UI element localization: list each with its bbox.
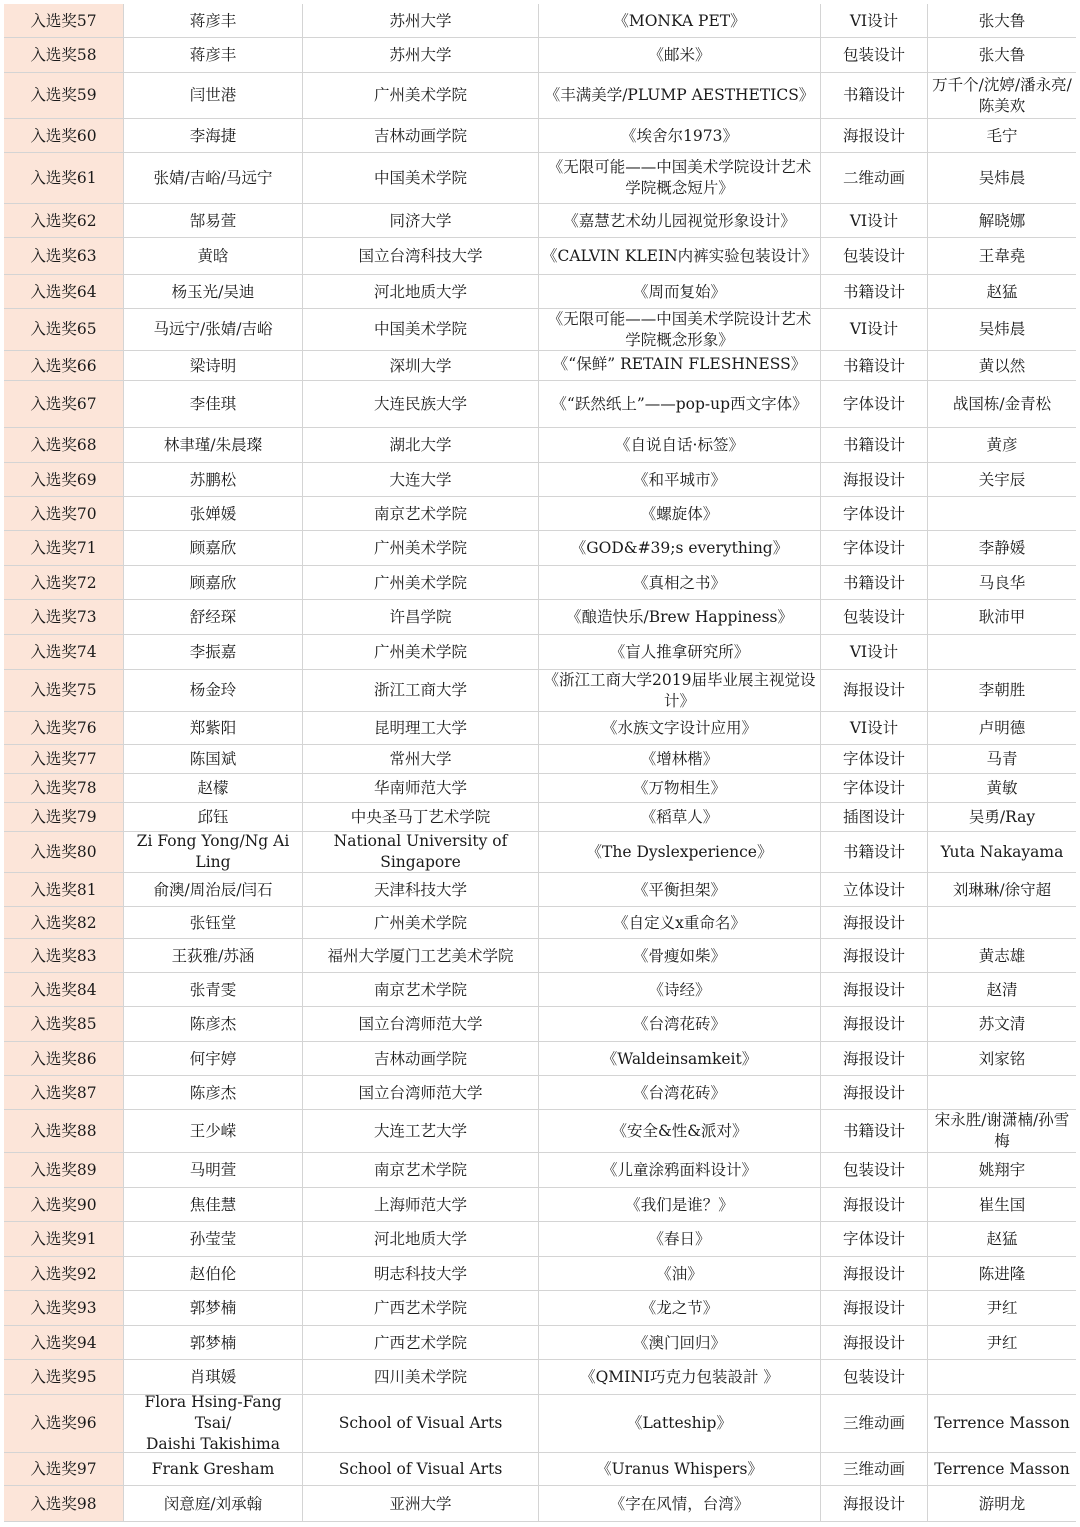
work-title-cell: 《周而复始》 xyxy=(539,275,821,308)
award-level-cell: 入选奖91 xyxy=(4,1222,124,1256)
author-cell: 赵檬 xyxy=(124,774,303,802)
work-title-cell: 《Latteship》 xyxy=(539,1395,821,1452)
award-level-cell: 入选奖79 xyxy=(4,803,124,831)
school-cell: 广西艺术学院 xyxy=(303,1326,539,1359)
work-title-cell: 《“保鲜” RETAIN FLESHNESS》 xyxy=(539,351,821,380)
author-cell: 李振嘉 xyxy=(124,635,303,669)
author-cell: 杨金玲 xyxy=(124,670,303,711)
table-row xyxy=(4,1042,1076,1076)
table-row xyxy=(4,497,1076,531)
school-cell: 许昌学院 xyxy=(303,600,539,634)
instructor-cell xyxy=(928,635,1076,669)
instructor-cell: 黄彦 xyxy=(986,436,1018,454)
work-title-cell: 《螺旋体》 xyxy=(539,497,821,530)
author-cell: 蒋彦丰 xyxy=(124,38,303,72)
school-cell: 明志科技大学 xyxy=(303,1257,539,1290)
work-title-cell: 《GOD&#39;s everything》 xyxy=(539,531,821,565)
work-title-cell: 《儿童涂鸦面料设计》 xyxy=(539,1153,821,1187)
award-level-cell: 入选奖98 xyxy=(4,1486,124,1521)
table-row xyxy=(4,1153,1076,1188)
category-cell: 包装设计 xyxy=(821,1360,928,1394)
category-cell: VI设计 xyxy=(821,204,928,237)
school-cell: 南京艺术学院 xyxy=(303,497,539,530)
table-row xyxy=(4,973,1076,1007)
award-level-cell: 入选奖87 xyxy=(4,1076,124,1109)
author-cell: 张钰堂 xyxy=(124,907,303,938)
author-cell: 俞澳/周治辰/闫石 xyxy=(124,873,303,906)
category-cell: 书籍设计 xyxy=(821,351,928,380)
category-cell: 字体设计 xyxy=(821,774,928,802)
table-row xyxy=(4,275,1076,309)
award-level-cell: 入选奖78 xyxy=(4,774,124,802)
award-level-cell: 入选奖84 xyxy=(4,973,124,1006)
award-level-cell: 入选奖81 xyxy=(4,873,124,906)
work-title-cell: 《无限可能——中国美术学院设计艺术学院概念短片》 xyxy=(539,153,821,203)
instructor-cell: 吴炜晨 xyxy=(978,320,1026,338)
category-cell: 海报设计 xyxy=(821,1076,928,1109)
instructor-cell: 耿沛甲 xyxy=(978,608,1026,626)
table-row xyxy=(4,1188,1076,1222)
category-cell: 插图设计 xyxy=(821,803,928,831)
author-cell: 黄晗 xyxy=(124,238,303,274)
school-cell: 中央圣马丁艺术学院 xyxy=(303,803,539,831)
instructor-cell: 吴勇/Ray xyxy=(968,808,1036,826)
category-cell: 海报设计 xyxy=(821,1326,928,1359)
school-cell: 南京艺术学院 xyxy=(303,973,539,1006)
school-cell: 国立台湾师范大学 xyxy=(303,1076,539,1109)
instructor-cell: 崔生国 xyxy=(978,1195,1026,1214)
table-row xyxy=(4,428,1076,463)
author-cell: 李海捷 xyxy=(124,119,303,152)
work-title-cell: 《埃舍尔1973》 xyxy=(539,119,821,152)
school-cell: 吉林动画学院 xyxy=(303,1042,539,1075)
award-level-cell: 入选奖88 xyxy=(4,1110,124,1152)
instructor-cell: 赵清 xyxy=(986,980,1018,999)
category-cell: 海报设计 xyxy=(821,1291,928,1325)
author-cell: 焦佳慧 xyxy=(124,1188,303,1221)
work-title-cell: 《万物相生》 xyxy=(539,774,821,802)
category-cell: 海报设计 xyxy=(821,1007,928,1041)
author-cell: 舒经琛 xyxy=(124,600,303,634)
award-level-cell: 入选奖75 xyxy=(4,670,124,711)
table-row xyxy=(4,1007,1076,1042)
instructor-cell: 赵猛 xyxy=(986,1230,1018,1248)
school-cell: School of Visual Arts xyxy=(303,1453,539,1485)
instructor-cell: 刘琳琳/徐守超 xyxy=(952,880,1052,899)
school-cell: 国立台湾师范大学 xyxy=(303,1007,539,1041)
table-row xyxy=(4,745,1076,774)
table-row xyxy=(4,4,1076,38)
instructor-cell: 游明龙 xyxy=(978,1494,1026,1513)
instructor-cell xyxy=(928,1360,1076,1394)
author-cell: 陈彦杰 xyxy=(124,1076,303,1109)
work-title-cell: 《和平城市》 xyxy=(539,463,821,496)
work-title-cell: 《“跃然纸上”——pop-up西文字体》 xyxy=(539,381,821,427)
category-cell: 三维动画 xyxy=(821,1395,928,1452)
category-cell: 字体设计 xyxy=(821,531,928,565)
instructor-cell: 黄以然 xyxy=(978,356,1026,375)
work-title-cell: 《Uranus Whispers》 xyxy=(539,1453,821,1485)
school-cell: 大连工艺大学 xyxy=(303,1110,539,1152)
author-cell: 顾嘉欣 xyxy=(124,531,303,565)
instructor-cell: 刘家铭 xyxy=(978,1049,1026,1068)
table-row xyxy=(4,1222,1076,1257)
work-title-cell: 《MONKA PET》 xyxy=(539,4,821,37)
table-row xyxy=(4,774,1076,803)
work-title-cell: 《The Dyslexperience》 xyxy=(539,832,821,872)
school-cell: 广西艺术学院 xyxy=(303,1291,539,1325)
table-row xyxy=(4,1110,1076,1153)
table-row xyxy=(4,670,1076,712)
table-row xyxy=(4,907,1076,939)
author-cell: 林聿瑾/朱晨璨 xyxy=(124,428,303,462)
work-title-cell: 《增林楷》 xyxy=(539,745,821,773)
instructor-cell: 毛宁 xyxy=(986,126,1018,145)
category-cell: 字体设计 xyxy=(821,497,928,530)
category-cell: 二维动画 xyxy=(821,153,928,203)
instructor-cell: 张大鲁 xyxy=(978,11,1026,30)
award-level-cell: 入选奖80 xyxy=(4,832,124,872)
work-title-cell: 《CALVIN KLEIN内裤实验包装设计》 xyxy=(539,238,821,274)
award-level-cell: 入选奖71 xyxy=(4,531,124,565)
school-cell: 湖北大学 xyxy=(303,428,539,462)
work-title-cell: 《字在风情，台湾》 xyxy=(539,1486,821,1521)
award-level-cell: 入选奖58 xyxy=(4,38,124,72)
work-title-cell: 《油》 xyxy=(539,1257,821,1290)
school-cell: 深圳大学 xyxy=(303,351,539,380)
category-cell: 书籍设计 xyxy=(821,566,928,599)
school-cell: 广州美术学院 xyxy=(303,635,539,669)
instructor-cell: 卢明德 xyxy=(978,719,1026,737)
table-row xyxy=(4,803,1076,832)
author-cell: 闫世港 xyxy=(124,73,303,118)
category-cell: 字体设计 xyxy=(821,745,928,773)
author-cell: Zi Fong Yong/Ng Ai Ling xyxy=(124,832,303,872)
author-cell: 蒋彦丰 xyxy=(124,4,303,37)
instructor-cell: 李静媛 xyxy=(978,539,1026,557)
award-level-cell: 入选奖57 xyxy=(4,4,124,37)
award-level-cell: 入选奖70 xyxy=(4,497,124,530)
instructor-cell: Terrence Masson xyxy=(934,1414,1070,1432)
school-cell: 大连大学 xyxy=(303,463,539,496)
work-title-cell: 《浙江工商大学2019届毕业展主视觉设计》 xyxy=(539,670,821,711)
award-level-cell: 入选奖65 xyxy=(4,309,124,350)
category-cell: VI设计 xyxy=(821,635,928,669)
table-row xyxy=(4,1360,1076,1395)
award-level-cell: 入选奖76 xyxy=(4,712,124,744)
category-cell: 包装设计 xyxy=(821,238,928,274)
category-cell: VI设计 xyxy=(821,712,928,744)
author-cell: 郭梦楠 xyxy=(124,1291,303,1325)
award-level-cell: 入选奖66 xyxy=(4,351,124,380)
award-level-cell: 入选奖77 xyxy=(4,745,124,773)
school-cell: 吉林动画学院 xyxy=(303,119,539,152)
table-row xyxy=(4,73,1076,119)
category-cell: 海报设计 xyxy=(821,1257,928,1290)
author-cell: 郑紫阳 xyxy=(124,712,303,744)
category-cell: 书籍设计 xyxy=(821,1110,928,1152)
work-title-cell: 《台湾花砖》 xyxy=(539,1076,821,1109)
award-level-cell: 入选奖72 xyxy=(4,566,124,599)
work-title-cell: 《澳门回归》 xyxy=(539,1326,821,1359)
category-cell: 三维动画 xyxy=(821,1453,928,1485)
instructor-cell: 赵猛 xyxy=(986,282,1018,301)
school-cell: 南京艺术学院 xyxy=(303,1153,539,1187)
author-cell: 王荻雅/苏涵 xyxy=(124,939,303,972)
author-cell: 肖琪媛 xyxy=(124,1360,303,1394)
instructor-cell: 张大鲁 xyxy=(978,46,1026,64)
award-level-cell: 入选奖67 xyxy=(4,381,124,427)
category-cell: 海报设计 xyxy=(821,1486,928,1521)
category-cell: 字体设计 xyxy=(821,1222,928,1256)
table-row xyxy=(4,1257,1076,1291)
instructor-cell: 姚翔宇 xyxy=(978,1161,1026,1179)
instructor-cell: 黄志雄 xyxy=(978,946,1026,965)
school-cell: 浙江工商大学 xyxy=(303,670,539,711)
school-cell: 中国美术学院 xyxy=(303,153,539,203)
instructor-cell xyxy=(928,907,1076,938)
work-title-cell: 《真相之书》 xyxy=(539,566,821,599)
work-title-cell: 《Waldeinsamkeit》 xyxy=(539,1042,821,1075)
work-title-cell: 《稻草人》 xyxy=(539,803,821,831)
award-table xyxy=(4,4,1076,1522)
instructor-cell: Yuta Nakayama xyxy=(940,842,1064,861)
school-cell: 河北地质大学 xyxy=(303,1222,539,1256)
school-cell: 上海师范大学 xyxy=(303,1188,539,1221)
category-cell: 海报设计 xyxy=(821,670,928,711)
table-row xyxy=(4,712,1076,745)
author-cell: 梁诗明 xyxy=(124,351,303,380)
instructor-cell: 万千个/沈婷/潘永亮/陈美欢 xyxy=(932,75,1072,115)
work-title-cell: 《台湾花砖》 xyxy=(539,1007,821,1041)
category-cell: 书籍设计 xyxy=(821,428,928,462)
author-cell: 郭梦楠 xyxy=(124,1326,303,1359)
award-level-cell: 入选奖89 xyxy=(4,1153,124,1187)
school-cell: 四川美术学院 xyxy=(303,1360,539,1394)
author-cell: 马明萱 xyxy=(124,1153,303,1187)
work-title-cell: 《平衡担架》 xyxy=(539,873,821,906)
school-cell: 大连民族大学 xyxy=(303,381,539,427)
work-title-cell: 《酿造快乐/Brew Happiness》 xyxy=(539,600,821,634)
author-cell: 陈彦杰 xyxy=(124,1007,303,1041)
award-level-cell: 入选奖68 xyxy=(4,428,124,462)
author-cell: 顾嘉欣 xyxy=(124,566,303,599)
work-title-cell: 《我们是谁？》 xyxy=(539,1188,821,1221)
school-cell: 天津科技大学 xyxy=(303,873,539,906)
author-cell: 张婧/吉峪/马远宁 xyxy=(124,153,303,203)
table-row xyxy=(4,1486,1076,1522)
instructor-cell: 宋永胜/谢潇楠/孙雪梅 xyxy=(934,1111,1070,1150)
instructor-cell: 吴炜晨 xyxy=(978,168,1026,187)
author-cell: 陈国斌 xyxy=(124,745,303,773)
category-cell: 海报设计 xyxy=(821,463,928,496)
work-title-cell: 《嘉慧艺术幼儿园视觉形象设计》 xyxy=(539,204,821,237)
school-cell: 同济大学 xyxy=(303,204,539,237)
instructor-cell: 马良华 xyxy=(978,573,1026,592)
category-cell: 包装设计 xyxy=(821,38,928,72)
school-cell: 昆明理工大学 xyxy=(303,712,539,744)
table-row xyxy=(4,1453,1076,1486)
category-cell: 书籍设计 xyxy=(821,832,928,872)
table-row xyxy=(4,873,1076,907)
instructor-cell: 苏文清 xyxy=(978,1015,1026,1033)
category-cell: 海报设计 xyxy=(821,119,928,152)
school-cell: 国立台湾科技大学 xyxy=(303,238,539,274)
award-level-cell: 入选奖97 xyxy=(4,1453,124,1485)
table-row xyxy=(4,600,1076,635)
author-cell: 何宇婷 xyxy=(124,1042,303,1075)
instructor-cell: 陈进隆 xyxy=(978,1264,1026,1283)
table-row xyxy=(4,351,1076,381)
school-cell: 福州大学厦门工艺美术学院 xyxy=(303,939,539,972)
work-title-cell: 《盲人推拿研究所》 xyxy=(539,635,821,669)
award-level-cell: 入选奖62 xyxy=(4,204,124,237)
work-title-cell: 《自定义x重命名》 xyxy=(539,907,821,938)
table-row xyxy=(4,204,1076,238)
school-cell: National University of Singapore xyxy=(303,832,539,872)
school-cell: 广州美术学院 xyxy=(303,531,539,565)
author-cell: 郜易萱 xyxy=(124,204,303,237)
category-cell: 海报设计 xyxy=(821,907,928,938)
work-title-cell: 《龙之节》 xyxy=(539,1291,821,1325)
award-level-cell: 入选奖92 xyxy=(4,1257,124,1290)
category-cell: 书籍设计 xyxy=(821,275,928,308)
author-cell: Flora Hsing-Fang Tsai/ Daishi Takishima xyxy=(124,1395,303,1452)
instructor-cell: 黄敏 xyxy=(986,779,1018,797)
school-cell: 苏州大学 xyxy=(303,38,539,72)
author-cell: 马远宁/张婧/吉峪 xyxy=(124,309,303,350)
instructor-cell xyxy=(928,497,1076,530)
award-level-cell: 入选奖93 xyxy=(4,1291,124,1325)
table-row xyxy=(4,119,1076,153)
table-row xyxy=(4,238,1076,275)
award-level-cell: 入选奖64 xyxy=(4,275,124,308)
award-level-cell: 入选奖94 xyxy=(4,1326,124,1359)
category-cell: 海报设计 xyxy=(821,1042,928,1075)
school-cell: 广州美术学院 xyxy=(303,907,539,938)
table-row xyxy=(4,1395,1076,1453)
award-level-cell: 入选奖69 xyxy=(4,463,124,496)
instructor-cell: 战国栋/金青松 xyxy=(952,394,1052,413)
table-row xyxy=(4,1326,1076,1360)
work-title-cell: 《无限可能——中国美术学院设计艺术学院概念形象》 xyxy=(539,309,821,350)
author-cell: 李佳琪 xyxy=(124,381,303,427)
instructor-cell xyxy=(928,1076,1076,1109)
award-level-cell: 入选奖85 xyxy=(4,1007,124,1041)
category-cell: 海报设计 xyxy=(821,1188,928,1221)
instructor-cell: 尹红 xyxy=(986,1299,1018,1317)
award-level-cell: 入选奖96 xyxy=(4,1395,124,1452)
category-cell: 立体设计 xyxy=(821,873,928,906)
award-level-cell: 入选奖73 xyxy=(4,600,124,634)
category-cell: 书籍设计 xyxy=(821,73,928,118)
category-cell: 海报设计 xyxy=(821,939,928,972)
school-cell: 亚洲大学 xyxy=(303,1486,539,1521)
author-cell: 赵伯伦 xyxy=(124,1257,303,1290)
author-cell: 苏鹏松 xyxy=(124,463,303,496)
author-cell: 张婵媛 xyxy=(124,497,303,530)
table-row xyxy=(4,381,1076,428)
school-cell: 苏州大学 xyxy=(303,4,539,37)
category-cell: 包装设计 xyxy=(821,1153,928,1187)
instructor-cell: 关宇辰 xyxy=(978,470,1026,489)
award-level-cell: 入选奖60 xyxy=(4,119,124,152)
award-level-cell: 入选奖59 xyxy=(4,73,124,118)
table-row xyxy=(4,1076,1076,1110)
award-level-cell: 入选奖95 xyxy=(4,1360,124,1394)
award-level-cell: 入选奖83 xyxy=(4,939,124,972)
table-row xyxy=(4,832,1076,873)
instructor-cell: Terrence Masson xyxy=(934,1460,1070,1478)
school-cell: 常州大学 xyxy=(303,745,539,773)
category-cell: VI设计 xyxy=(821,309,928,350)
author-cell: 邱钰 xyxy=(124,803,303,831)
school-cell: 河北地质大学 xyxy=(303,275,539,308)
award-level-cell: 入选奖90 xyxy=(4,1188,124,1221)
table-row xyxy=(4,566,1076,600)
category-cell: 包装设计 xyxy=(821,600,928,634)
author-cell: 张青雯 xyxy=(124,973,303,1006)
category-cell: 海报设计 xyxy=(821,973,928,1006)
author-cell: 杨玉光/吴迪 xyxy=(124,275,303,308)
work-title-cell: 《邮米》 xyxy=(539,38,821,72)
award-level-cell: 入选奖61 xyxy=(4,153,124,203)
table-row xyxy=(4,463,1076,497)
author-cell: 闵意庭/刘承翰 xyxy=(124,1486,303,1521)
instructor-cell: 王韋堯 xyxy=(978,247,1026,265)
instructor-cell: 马青 xyxy=(986,750,1018,768)
table-row xyxy=(4,939,1076,973)
instructor-cell: 解晓娜 xyxy=(978,211,1026,230)
award-level-cell: 入选奖74 xyxy=(4,635,124,669)
award-level-cell: 入选奖82 xyxy=(4,907,124,938)
table-row xyxy=(4,1291,1076,1326)
category-cell: VI设计 xyxy=(821,4,928,37)
school-cell: 广州美术学院 xyxy=(303,73,539,118)
work-title-cell: 《骨瘦如柴》 xyxy=(539,939,821,972)
work-title-cell: 《水族文字设计应用》 xyxy=(539,712,821,744)
table-row xyxy=(4,635,1076,670)
table-row xyxy=(4,153,1076,204)
school-cell: 广州美术学院 xyxy=(303,566,539,599)
work-title-cell: 《诗经》 xyxy=(539,973,821,1006)
work-title-cell: 《自说自话·标签》 xyxy=(539,428,821,462)
work-title-cell: 《QMINI巧克力包装設計 》 xyxy=(539,1360,821,1394)
school-cell: 中国美术学院 xyxy=(303,309,539,350)
category-cell: 字体设计 xyxy=(821,381,928,427)
work-title-cell: 《春日》 xyxy=(539,1222,821,1256)
school-cell: School of Visual Arts xyxy=(303,1395,539,1452)
instructor-cell: 尹红 xyxy=(986,1333,1018,1352)
author-cell: 王少嵘 xyxy=(124,1110,303,1152)
author-cell: 孙莹莹 xyxy=(124,1222,303,1256)
award-level-cell: 入选奖63 xyxy=(4,238,124,274)
table-row xyxy=(4,531,1076,566)
table-row xyxy=(4,38,1076,73)
award-level-cell: 入选奖86 xyxy=(4,1042,124,1075)
author-cell: Frank Gresham xyxy=(124,1453,303,1485)
table-row xyxy=(4,309,1076,351)
work-title-cell: 《安全&性&派对》 xyxy=(539,1110,821,1152)
instructor-cell: 李朝胜 xyxy=(978,681,1026,699)
school-cell: 华南师范大学 xyxy=(303,774,539,802)
work-title-cell: 《丰满美学/PLUMP AESTHETICS》 xyxy=(539,73,821,118)
